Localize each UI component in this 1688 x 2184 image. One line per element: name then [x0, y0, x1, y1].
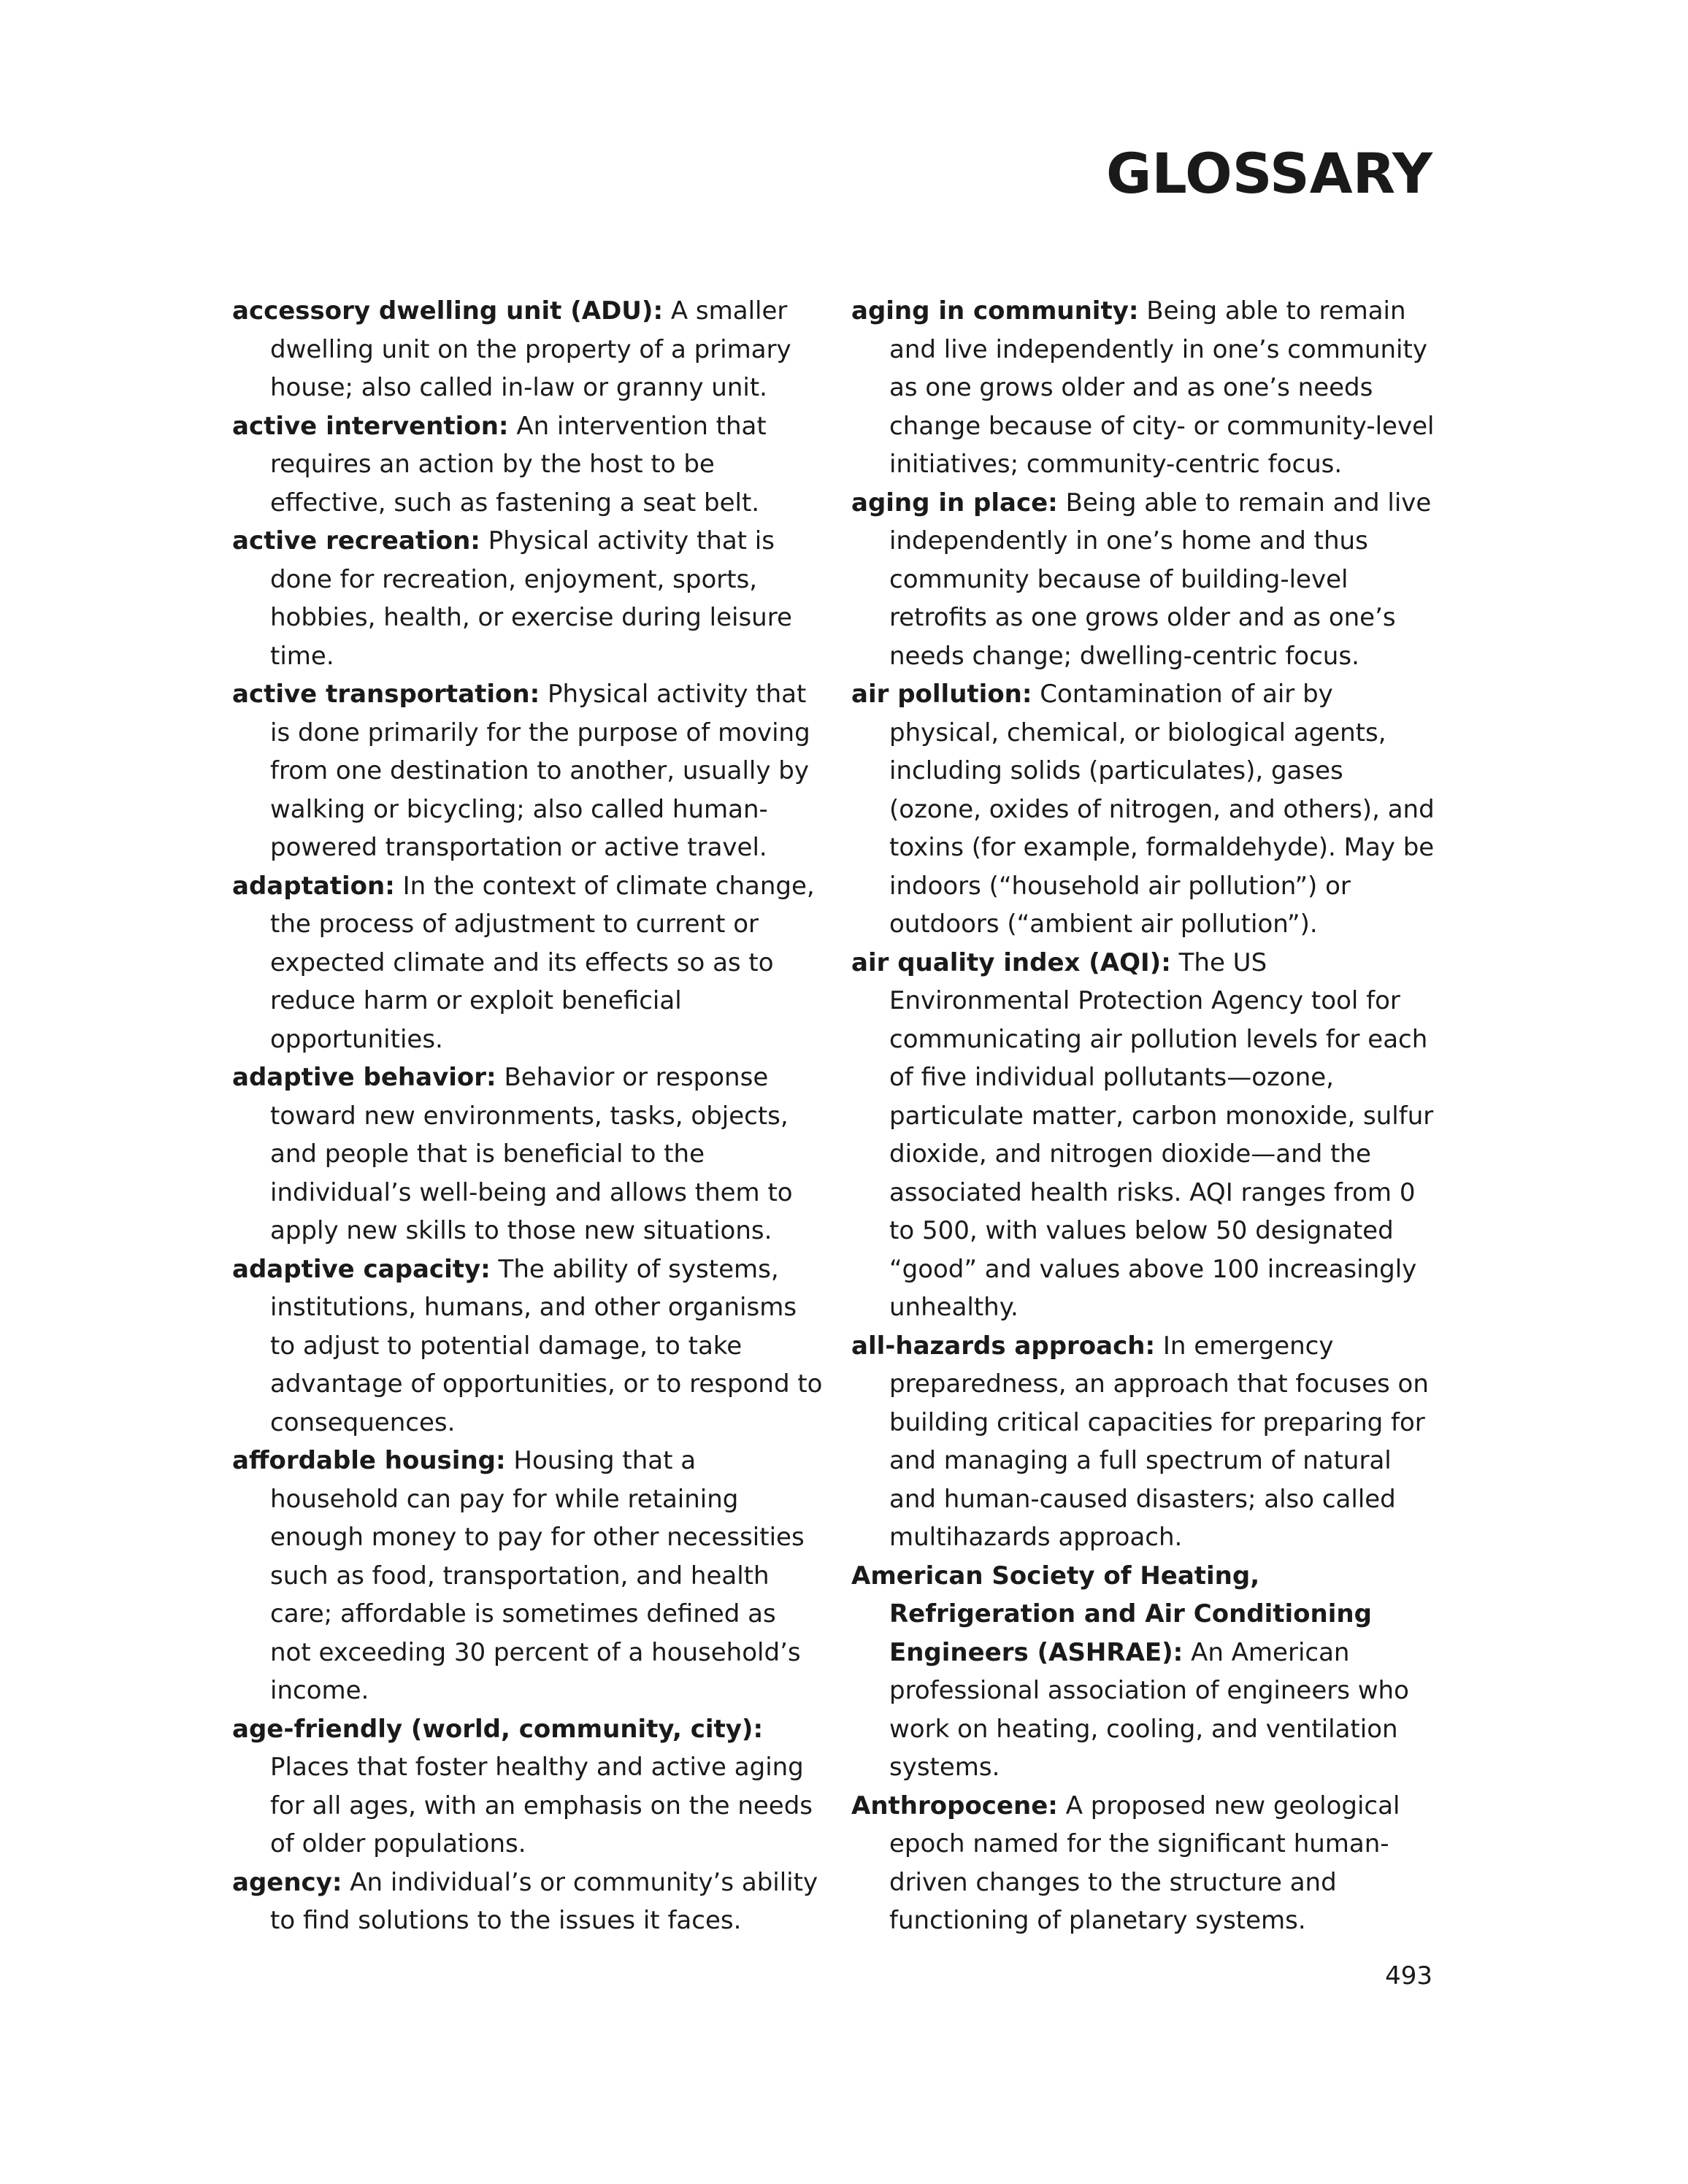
glossary-term: agency: [232, 1867, 342, 1897]
glossary-term: aging in community: [851, 296, 1139, 326]
glossary-term: air pollution: [851, 680, 1032, 709]
glossary-column-left [232, 292, 824, 1940]
glossary-entry [232, 1250, 824, 1442]
glossary-definition: Being able to remain and live independently in one’s community as one grows older and as one’s needs change because of city- or community-level initiatives; community-centric focus. [889, 296, 1435, 479]
glossary-term: air quality index (AQI): [851, 947, 1171, 977]
glossary-entry [232, 407, 824, 523]
glossary-definition: Behavior or response toward new environments, tasks, objects, and people that is beneficial to the individual’s well-being and allows them to apply new skills to those new situations. [270, 1063, 793, 1245]
glossary-entry [851, 675, 1443, 944]
glossary-definition: Physical activity that is done for recreation, enjoyment, sports, hobbies, health, or exercise during leisure time. [270, 526, 792, 671]
glossary-definition: Contamination of air by physical, chemical, or biological agents, including solids (particulates), gases (ozone, oxides of nitrogen, and others), and toxins (for example, formaldehyde). May be indoors (“household air pollution”) or outdoors (“ambient air pollution”). [889, 680, 1435, 939]
glossary-definition: The ability of systems, institutions, humans, and other organisms to adjust to potential damage, to take advantage of opportunities, or to respond to consequences. [270, 1254, 823, 1437]
glossary-entry [232, 1710, 824, 1864]
glossary-term: affordable housing: [232, 1446, 506, 1475]
glossary-entry [232, 1864, 824, 1940]
glossary-entry [851, 944, 1443, 1327]
glossary-definition: A smaller dwelling unit on the property of a primary house; also called in-law or granny unit. [270, 296, 791, 402]
glossary-entry [232, 1442, 824, 1710]
glossary-term: accessory dwelling unit (ADU): [232, 296, 664, 326]
glossary-definition: An intervention that requires an action by the host to be effective, such as fastening a seat belt. [270, 411, 767, 518]
glossary-entry [232, 292, 824, 407]
glossary-term: active intervention: [232, 411, 509, 441]
glossary-term: age-friendly (world, community, city): [232, 1714, 764, 1744]
glossary-entry [851, 484, 1443, 676]
glossary-term: adaptive behavior: [232, 1063, 496, 1092]
glossary-term: aging in place: [851, 488, 1058, 518]
glossary-entry [851, 1327, 1443, 1557]
glossary-term: active recreation: [232, 526, 480, 555]
glossary-column-right [851, 292, 1443, 1940]
glossary-definition: Physical activity that is done primarily for the purpose of moving from one destination to another, usually by walking or bicycling; also called human-powered transportation or active travel. [270, 680, 810, 862]
glossary-entry [851, 1557, 1443, 1787]
glossary-definition: An individual’s or community’s ability to find solutions to the issues it faces. [270, 1867, 818, 1935]
glossary-definition: In emergency preparedness, an approach that focuses on building critical capacities for preparing for and managing a full spectrum of natural and human-caused disasters; also called multihazards approach. [889, 1331, 1429, 1552]
glossary-definition: The US Environmental Protection Agency tool for communicating air pollution levels for each of five individual pollutants—ozone, particulate matter, carbon monoxide, sulfur dioxide, and nitrogen dioxide—and the associated health risks. AQI ranges from 0 to 500, with values below 50 designated “good” and values above 100 increasingly unhealthy. [889, 947, 1434, 1322]
page-title: GLOSSARY [1106, 141, 1432, 206]
page-number: 493 [1385, 1961, 1432, 1991]
glossary-term: American Society of Heating, Refrigeration and Air Conditioning Engineers (ASHRAE): [851, 1561, 1372, 1667]
glossary-entry [851, 1787, 1443, 1940]
glossary-entry [232, 522, 824, 675]
glossary-term: all-hazards approach: [851, 1331, 1156, 1361]
glossary-definition: An American professional association of engineers who work on heating, cooling, and ventilation systems. [889, 1637, 1409, 1782]
glossary-entry [232, 1058, 824, 1250]
glossary-entry [232, 675, 824, 867]
glossary-term: adaptation: [232, 871, 395, 901]
glossary-definition: In the context of climate change, the process of adjustment to current or expected climate and its effects so as to reduce harm or exploit beneficial opportunities. [270, 871, 815, 1054]
glossary-term: Anthropocene: [851, 1791, 1058, 1820]
glossary-term: active transportation: [232, 680, 540, 709]
glossary-term: adaptive capacity: [232, 1254, 491, 1284]
glossary-entry [851, 292, 1443, 484]
glossary-definition: Places that foster healthy and active aging for all ages, with an emphasis on the needs of older populations. [270, 1753, 813, 1858]
glossary-entry [232, 867, 824, 1059]
glossary-definition: Being able to remain and live independently in one’s home and thus community because of building-level retrofits as one grows older and as one’s needs change; dwelling-centric focus. [889, 488, 1432, 671]
glossary-definition: Housing that a household can pay for while retaining enough money to pay for other necessities such as food, transportation, and health care; affordable is sometimes defined as not exceeding 30 percent of a household’s income. [270, 1446, 805, 1705]
glossary-definition: A proposed new geological epoch named for the significant human-driven changes to the structure and functioning of planetary systems. [889, 1791, 1400, 1935]
